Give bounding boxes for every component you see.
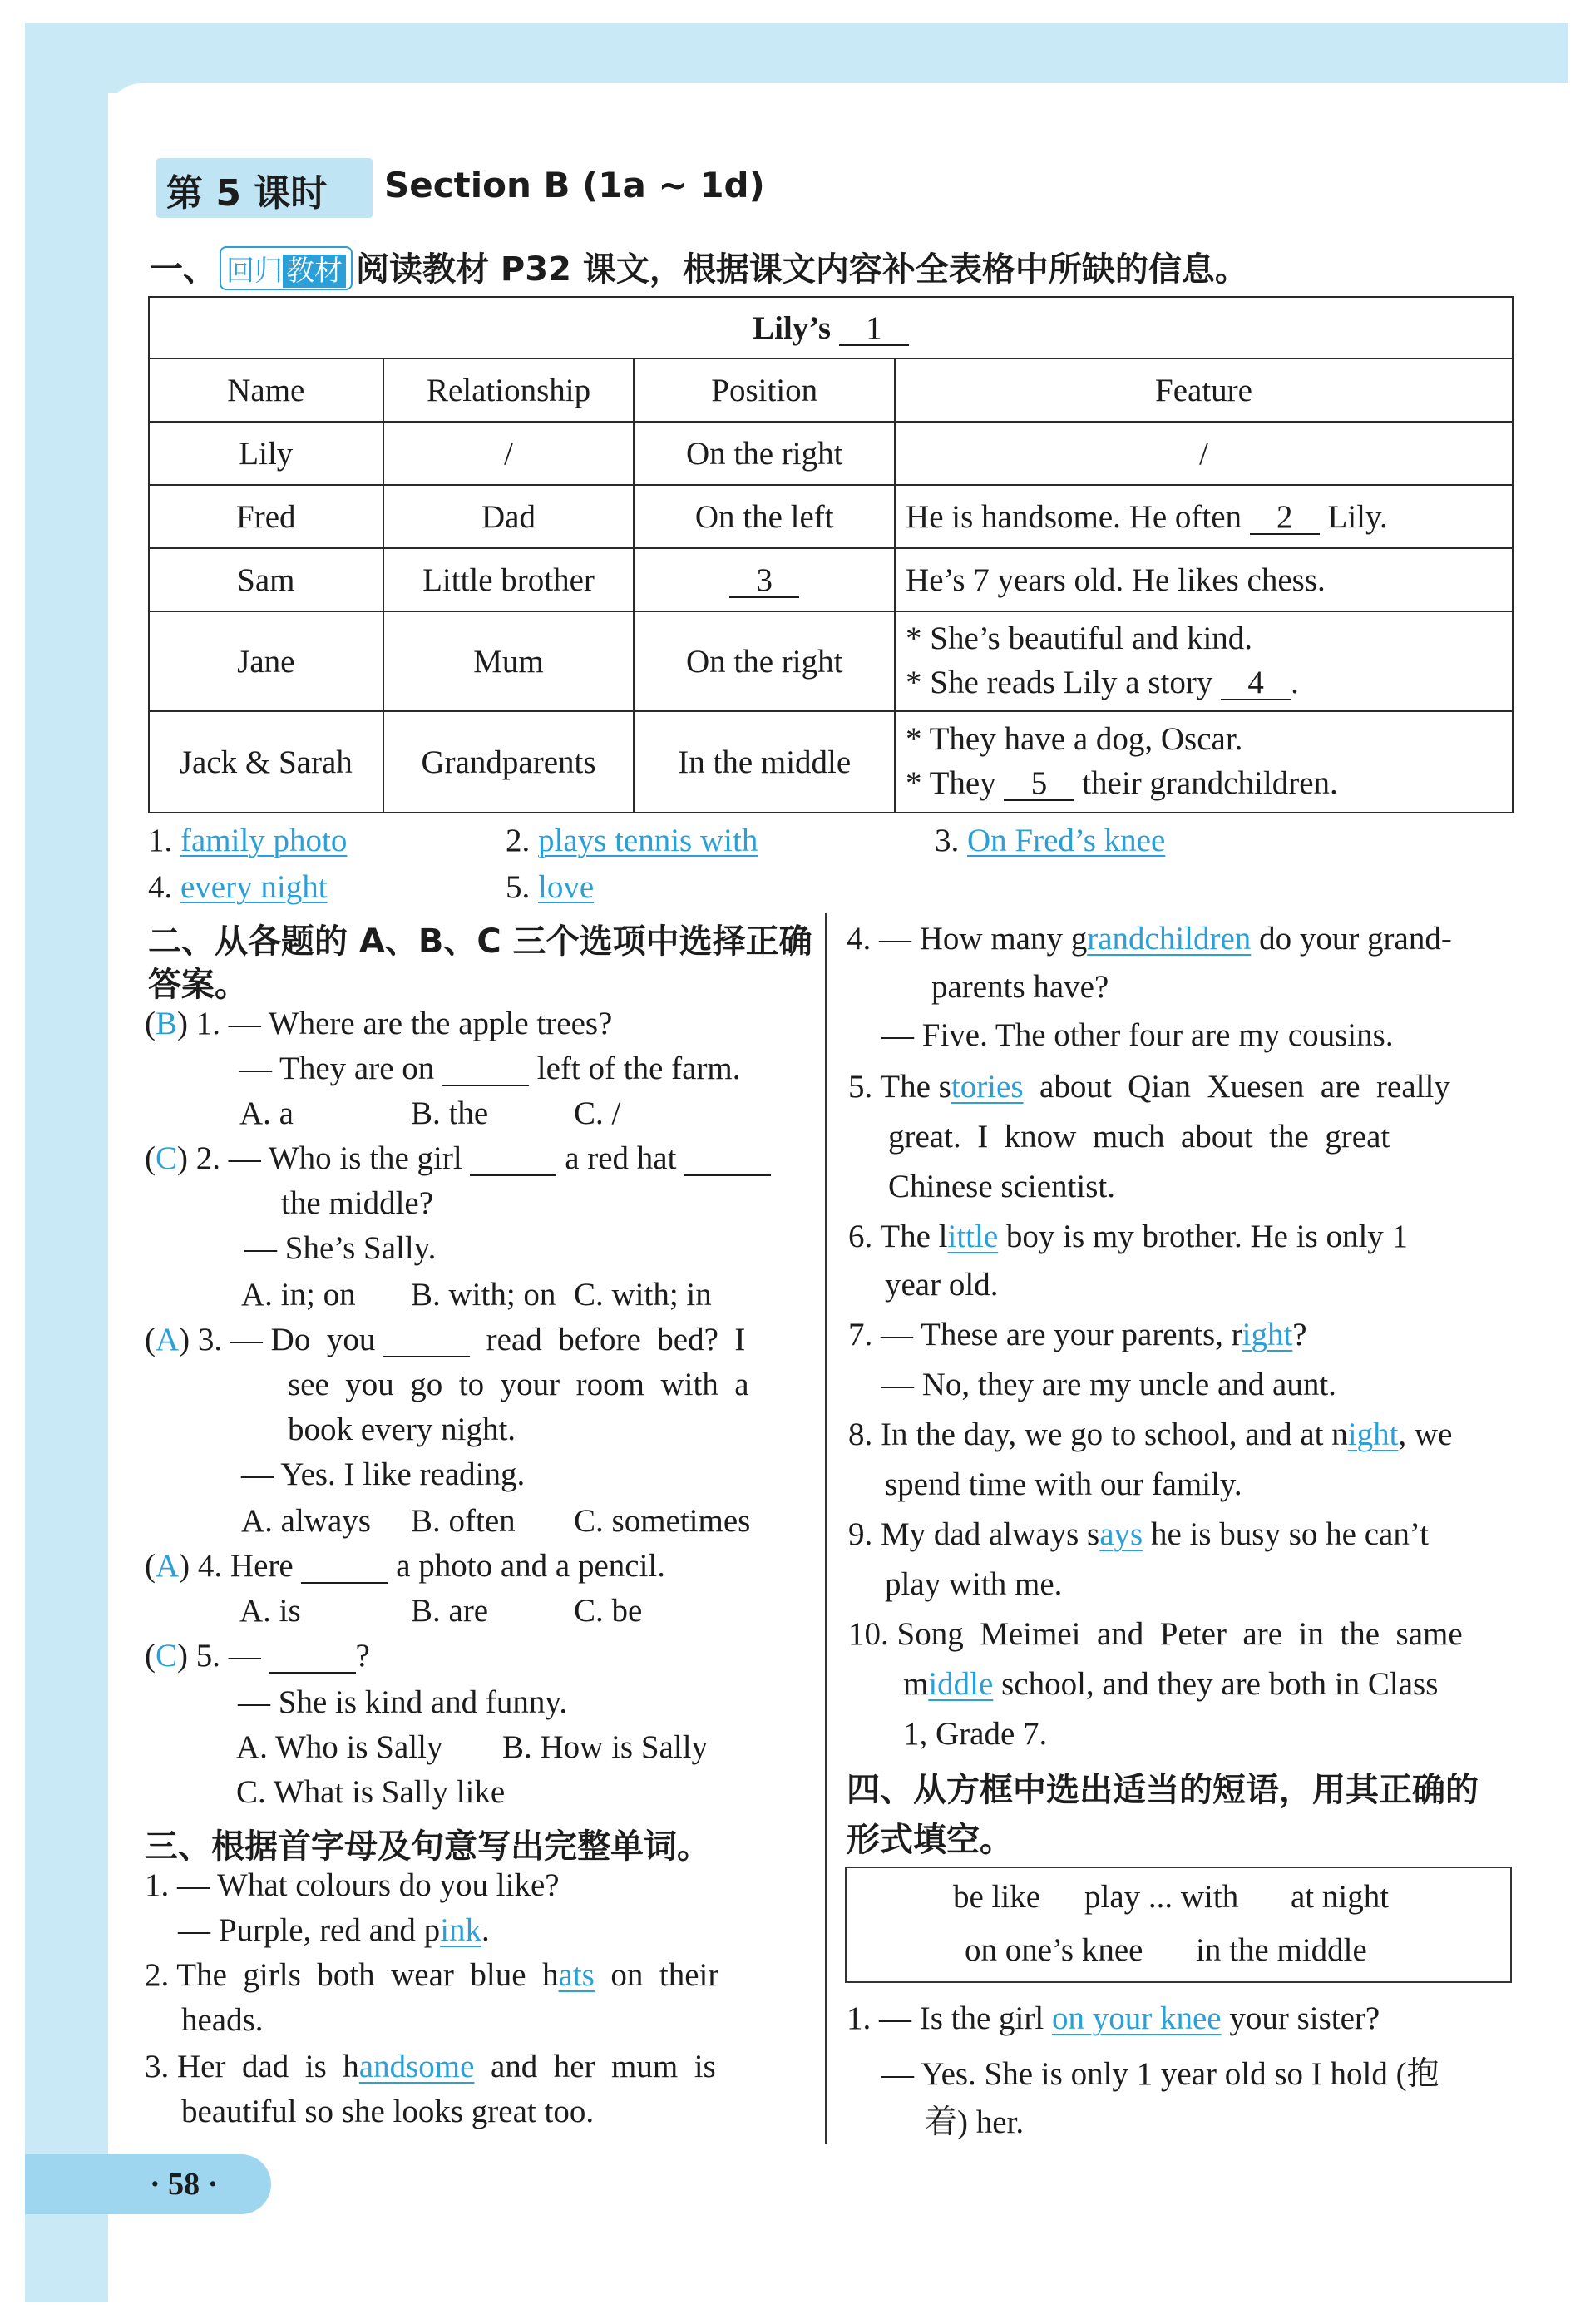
mc-question-2-line: the middle? [281, 1185, 434, 1221]
answer-text: love [538, 869, 595, 905]
word-question-4-line: parents have? [931, 969, 1109, 1005]
question-text: 3. — Do you [197, 1322, 376, 1357]
cell-position: On the left [634, 485, 895, 548]
word-question-10: 10. Song Meimei and Peter are in the same [848, 1616, 1463, 1652]
mc-question-3-line: — Yes. I like reading. [241, 1456, 526, 1492]
mc-option-c: C. What is Sally like [236, 1774, 506, 1810]
cell-position: On the right [634, 611, 895, 711]
answer-number: 5. [506, 869, 531, 905]
table-row [149, 422, 1513, 485]
part4-heading-cont: 形式填空。 [847, 1821, 1013, 1859]
table-row [149, 711, 1513, 813]
feature-text: . [1291, 665, 1299, 700]
word-question-5-line: Chinese scientist. [888, 1169, 1115, 1204]
question-text: 9. My dad always s [848, 1516, 1100, 1552]
answer-4 [148, 868, 328, 906]
header-name: Name [149, 358, 383, 422]
cell-position [634, 548, 895, 611]
answer-blank: 4 [1221, 666, 1291, 700]
answer-number: 4. [148, 869, 173, 905]
mc-question-1-line [239, 1050, 741, 1087]
feature-line: * She’s beautiful and kind. [906, 621, 1253, 657]
question-text: left of the farm. [536, 1051, 741, 1086]
answer-number: 1. [148, 823, 173, 858]
word-question-3 [145, 2048, 716, 2085]
question-text: he is busy so he can’t [1150, 1516, 1429, 1552]
part1-heading [150, 243, 1248, 290]
question-text: 5. The s [848, 1069, 951, 1105]
feature-text: Lily. [1327, 498, 1388, 535]
mc-answer: A [156, 1548, 180, 1584]
tag-textbook-text: 教材 [283, 255, 346, 288]
mc-option-b: B. are [411, 1593, 489, 1629]
mc-answer: B [156, 1006, 178, 1041]
question-text: . [481, 1912, 490, 1948]
word-question-7-line: — No, they are my uncle and aunt. [881, 1367, 1336, 1402]
question-text: 1. — Is the girl [847, 2000, 1044, 2036]
word-answer: ight [1242, 1317, 1293, 1352]
textbook-review-tag [220, 246, 353, 290]
mc-option-b: B. the [411, 1095, 489, 1131]
feature-text: He is handsome. He often [906, 498, 1242, 535]
word-answer: ats [558, 1957, 595, 1993]
word-question-5-line: great. I know much about the great [888, 1119, 1390, 1155]
answer-text: every night [180, 869, 328, 905]
mc-answer: A [156, 1322, 180, 1357]
word-answer: ittle [947, 1219, 999, 1254]
question-text: 3. Her dad is h [145, 2049, 359, 2084]
word-question-1-line [178, 1911, 490, 1949]
mc-option-c: C. sometimes [574, 1503, 751, 1539]
question-text: ? [1292, 1317, 1307, 1352]
question-text: 4. Here [197, 1548, 294, 1584]
word-question-4 [847, 920, 1452, 957]
word-question-10-line: 1, Grade 7. [903, 1716, 1048, 1752]
cell-feature [895, 611, 1513, 711]
feature-line [906, 661, 1512, 705]
lily-family-table [148, 296, 1514, 813]
tag-review-text: 回归 [226, 255, 283, 288]
question-text: 2. — Who is the girl [195, 1140, 462, 1176]
mc-option-b: B. How is Sally [502, 1729, 709, 1765]
word-question-1: 1. — What colours do you like? [145, 1867, 560, 1903]
word-answer: tories [951, 1069, 1024, 1105]
question-text: — They are on [239, 1051, 435, 1086]
feature-text: * They [906, 765, 996, 801]
answer-blank: 3 [729, 564, 799, 598]
word-question-8-line: spend time with our family. [885, 1466, 1242, 1502]
mc-question-2: (C) 2. — Who is the girl a red hat [145, 1140, 771, 1177]
mc-question-2-line: — She’s Sally. [244, 1230, 437, 1266]
cell-relationship: / [383, 422, 635, 485]
phrase-option: be like [953, 1879, 1041, 1915]
cell-relationship: Dad [383, 485, 635, 548]
word-answer: ays [1099, 1516, 1143, 1552]
mc-question-3-line: book every night. [288, 1412, 516, 1447]
mc-option-c: C. with; in [574, 1277, 712, 1313]
answer-text: plays tennis with [538, 823, 758, 858]
feature-text: their grandchildren. [1082, 765, 1338, 801]
question-text: 7. — These are your parents, r [848, 1317, 1242, 1352]
mc-answer: C [156, 1140, 178, 1176]
mc-answer: C [156, 1638, 178, 1674]
question-text: school, and they are both in Class [1001, 1666, 1439, 1702]
cell-feature: / [895, 422, 1513, 485]
table-title [149, 297, 1513, 358]
part1-instruction: 阅读教材 P32 课文，根据课文内容补全表格中所缺的信息。 [356, 250, 1248, 289]
question-text: boy is my brother. He is only 1 [1005, 1219, 1409, 1254]
phrase-question-1-line: — Yes. She is only 1 year old so I hold (抱 [881, 2056, 1439, 2092]
mc-option-a: A. always [241, 1503, 371, 1539]
cell-name: Lily [149, 422, 383, 485]
answer-number: 3. [935, 823, 960, 858]
word-question-5 [848, 1068, 1450, 1105]
question-text: 5. — [195, 1638, 261, 1674]
section-title: Section B (1a ~ 1d) [384, 165, 765, 205]
mc-option-b: B. often [411, 1503, 516, 1539]
cell-name: Sam [149, 548, 383, 611]
question-text: 4. — How many g [847, 921, 1088, 957]
question-text: do your grand- [1259, 921, 1452, 957]
page-frame-left [25, 23, 108, 2302]
word-answer: randchildren [1087, 921, 1252, 957]
question-text: , we [1398, 1417, 1453, 1452]
question-text: a red hat [565, 1140, 677, 1176]
part1-number: 一、 [150, 250, 216, 289]
table-row [149, 485, 1513, 548]
page-number: · 58 · [150, 2167, 219, 2202]
word-question-6-line: year old. [885, 1267, 999, 1303]
lesson-title: 第 5 课时 [166, 172, 328, 215]
feature-text: * She reads Lily a story [906, 665, 1213, 700]
phrase-answer: on your knee [1051, 2000, 1222, 2036]
word-question-3-line: beautiful so she looks great too. [181, 2094, 595, 2129]
table-row [149, 548, 1513, 611]
mc-question-5-line: — She is kind and funny. [238, 1684, 568, 1720]
word-question-10-line [903, 1665, 1438, 1703]
mc-option-c: C. / [574, 1095, 621, 1131]
cell-feature [895, 711, 1513, 813]
answer-blank: 5 [1004, 767, 1074, 801]
answer-3 [935, 822, 1165, 859]
mc-question-5: (C) 5. — ? [145, 1638, 370, 1674]
page-number-badge [25, 2154, 271, 2214]
table-title-text: Lily’s [753, 309, 832, 346]
table-header-row [149, 358, 1513, 422]
question-text: on their [610, 1957, 719, 1993]
feature-line [906, 762, 1512, 806]
mc-question-1: (B) 1. — Where are the apple trees? [145, 1006, 613, 1041]
mc-option-a: A. a [239, 1095, 294, 1131]
question-text: your sister? [1229, 2000, 1380, 2036]
question-text: about Qian Xuesen are really [1039, 1069, 1450, 1105]
question-text: 6. The l [848, 1219, 948, 1254]
feature-line: * They have a dog, Oscar. [906, 721, 1243, 758]
mc-option-c: C. be [574, 1593, 643, 1629]
column-divider [825, 913, 827, 2144]
word-question-6 [848, 1218, 1408, 1255]
cell-position: On the right [634, 422, 895, 485]
part4-heading: 四、从方框中选出适当的短语，用其正确的 [847, 1771, 1479, 1809]
phrase-option: on one’s knee [965, 1932, 1143, 1968]
question-text: ? [355, 1638, 370, 1674]
cell-relationship: Mum [383, 611, 635, 711]
phrase-question-1 [847, 2000, 1380, 2037]
word-answer: ight [1347, 1417, 1399, 1452]
answer-number: 2. [506, 823, 531, 858]
header-position: Position [634, 358, 895, 422]
question-text: a photo and a pencil. [396, 1548, 666, 1584]
cell-feature [895, 485, 1513, 548]
header-feature: Feature [895, 358, 1513, 422]
cell-name: Jack & Sarah [149, 711, 383, 813]
mc-option-a: A. in; on [241, 1277, 356, 1313]
cell-feature: He’s 7 years old. He likes chess. [895, 548, 1513, 611]
question-text: read before bed? I [486, 1322, 746, 1357]
question-text: 1. — Where are the apple trees? [195, 1006, 613, 1041]
word-question-9-line: play with me. [885, 1566, 1063, 1602]
word-question-9 [848, 1516, 1429, 1553]
table-row [149, 611, 1513, 711]
cell-name: Fred [149, 485, 383, 548]
cell-relationship: Grandparents [383, 711, 635, 813]
word-answer: andsome [358, 2049, 475, 2084]
question-text: m [903, 1666, 929, 1702]
word-question-4-line: — Five. The other four are my cousins. [881, 1017, 1394, 1053]
mc-option-a: A. Who is Sally [236, 1729, 443, 1765]
mc-option-a: A. is [239, 1593, 301, 1629]
answer-text: On Fred’s knee [967, 823, 1166, 858]
part2-heading-cont: 答案。 [148, 966, 248, 1004]
word-answer: iddle [928, 1666, 994, 1702]
question-text: and her mum is [490, 2049, 716, 2084]
cell-name: Jane [149, 611, 383, 711]
cell-relationship: Little brother [383, 548, 635, 611]
question-text: 2. The girls both wear blue h [145, 1957, 559, 1993]
answer-blank: 2 [1250, 501, 1320, 535]
mc-question-3-line: see you go to your room with a [288, 1367, 749, 1402]
answer-2 [506, 822, 758, 859]
answer-text: family photo [180, 823, 348, 858]
word-question-7 [848, 1316, 1307, 1353]
word-question-2-line: heads. [181, 2002, 264, 2038]
header-relationship: Relationship [383, 358, 635, 422]
cell-position: In the middle [634, 711, 895, 813]
phrase-option: in the middle [1196, 1932, 1367, 1968]
word-answer: ink [440, 1912, 482, 1948]
mc-question-4: (A) 4. Here a photo and a pencil. [145, 1548, 666, 1584]
part2-heading: 二、从各题的 A、B、C 三个选项中选择正确 [148, 922, 812, 961]
question-text: — Purple, red and p [178, 1912, 441, 1948]
mc-option-b: B. with; on [411, 1277, 556, 1313]
answer-5 [506, 868, 594, 906]
question-text: 8. In the day, we go to school, and at n [848, 1417, 1348, 1452]
answer-1 [148, 822, 347, 859]
table-title-row [149, 297, 1513, 358]
word-question-8 [848, 1416, 1452, 1453]
phrase-option: play ... with [1084, 1879, 1239, 1915]
mc-question-3: (A) 3. — Do you read before bed? I [145, 1322, 746, 1357]
word-question-2 [145, 1956, 718, 1994]
phrase-question-1-line: 着) her. [925, 2104, 1025, 2140]
part3-heading: 三、根据首字母及句意写出完整单词。 [145, 1827, 710, 1866]
phrase-option: at night [1291, 1879, 1390, 1915]
table-title-blank: 1 [839, 312, 909, 346]
